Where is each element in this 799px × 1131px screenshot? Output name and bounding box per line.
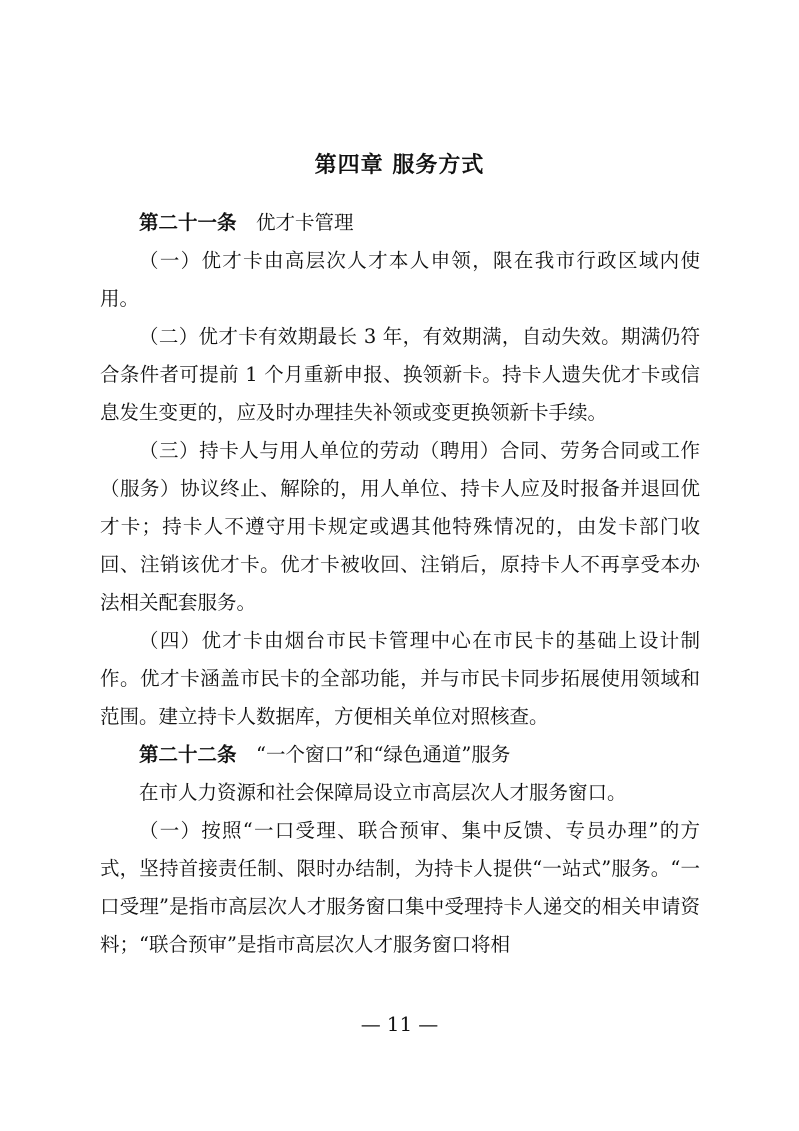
paragraph: （四）优才卡由烟台市民卡管理中心在市民卡的基础上设计制作。优才卡涵盖市民卡的全部功能，并与市民卡同步拓展使用领域和范围。建立持卡人数据库，方便相关单位对照核查。 xyxy=(100,629,700,728)
paragraph: （一）优才卡由高层次人才本人申领，限在我市行政区域内使用。 xyxy=(100,249,700,310)
document-body xyxy=(100,204,700,964)
page-number xyxy=(0,1012,799,1036)
page-number-value: 11 xyxy=(386,1012,413,1036)
article-number: 第二十二条 xyxy=(139,743,237,766)
article-title: 优才卡管理 xyxy=(256,211,354,234)
paragraph: 在市人力资源和社会保障局设立市高层次人才服务窗口。 xyxy=(139,781,627,804)
paragraph: （一）按照“一口受理、联合预审、集中反馈、专员办理”的方式，坚持首接责任制、限时办结制，为持卡人提供“一站式”服务。“一口受理”是指市高层次人才服务窗口集中受理持卡人递交的相关申请资料；“联合预审”是指市高层次人才服务窗口将相 xyxy=(100,819,700,956)
paragraph: （三）持卡人与用人单位的劳动（聘用）合同、劳务合同或工作（服务）协议终止、解除的，用人单位、持卡人应及时报备并退回优才卡；持卡人不遵守用卡规定或遇其他特殊情况的，由发卡部门收回、注销该优才卡。优才卡被收回、注销后，原持卡人不再享受本办法相关配套服务。 xyxy=(100,439,700,614)
article-title: “一个窗口”和“绿色通道”服务 xyxy=(256,743,511,766)
page-number-dash: — xyxy=(360,1012,381,1036)
article-heading xyxy=(100,736,700,774)
article-heading xyxy=(100,204,700,242)
page-number-dash: — xyxy=(418,1012,439,1036)
paragraph: （二）优才卡有效期最长 3 年，有效期满，自动失效。期满仍符合条件者可提前 1 个月重新申报、换领新卡。持卡人遗失优才卡或信息发生变更的，应及时办理挂失补领或变更换领新卡手续。 xyxy=(100,325,700,424)
article-number: 第二十一条 xyxy=(139,211,237,234)
chapter-title: 第四章 服务方式 xyxy=(314,153,485,178)
